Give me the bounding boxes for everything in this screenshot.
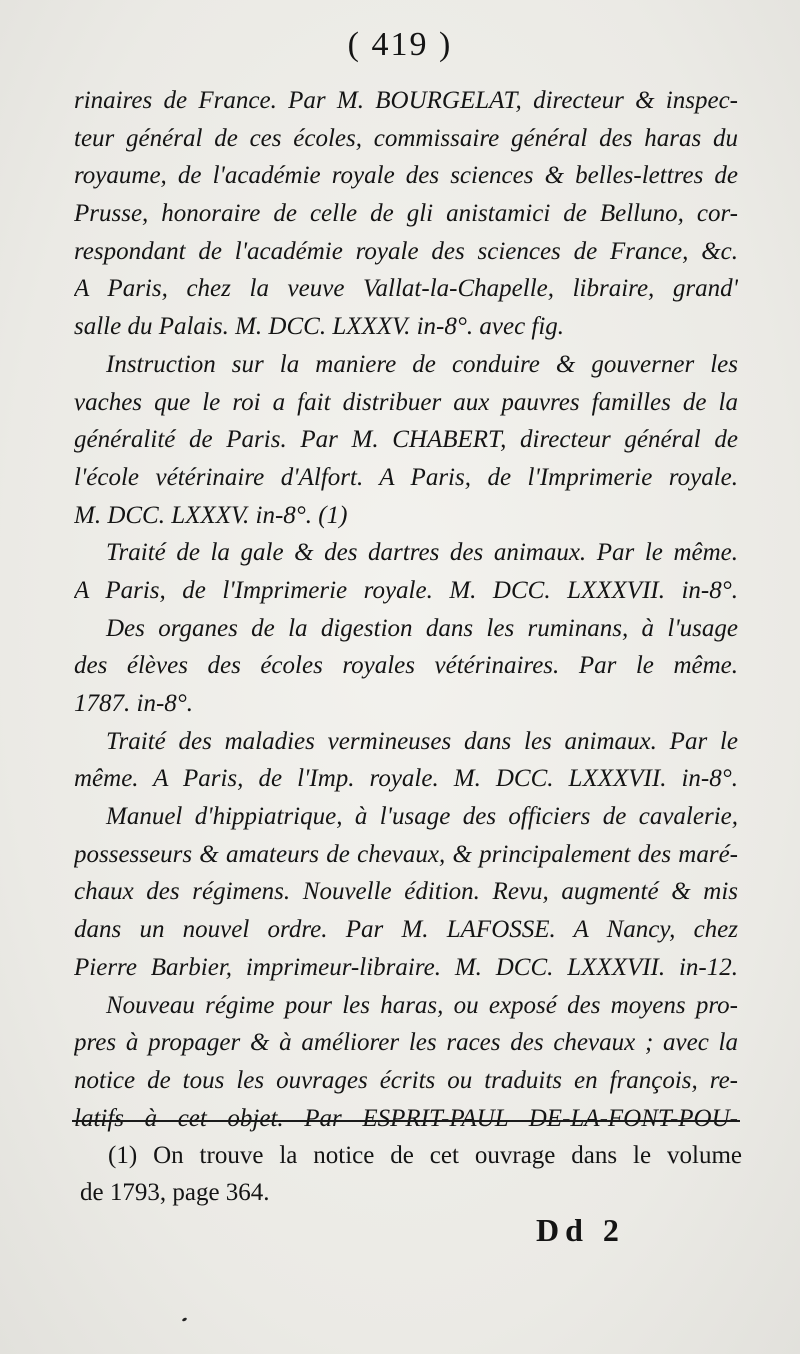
text-line: généralité de Paris. Par M. CHABERT, directeur général de bbox=[74, 426, 738, 454]
text-line: des élèves des écoles royales vétérinaires. Par le même. bbox=[74, 652, 738, 680]
text-line: M. DCC. LXXXV. in-8°. (1) bbox=[74, 501, 348, 529]
text-line: A Paris, chez la veuve Vallat-la-Chapelle, libraire, grand' bbox=[74, 275, 738, 303]
text-line: A Paris, de l'Imprimerie royale. M. DCC. LXXXVII. in-8°. bbox=[74, 576, 738, 604]
ink-speck bbox=[182, 1317, 188, 1322]
text-line: pres à propager & à améliorer les races des chevaux ; avec la bbox=[74, 1029, 738, 1057]
footnote bbox=[80, 1137, 742, 1211]
text-line: respondant de l'académie royale des sciences de France, &c. bbox=[74, 237, 738, 265]
footnote-line: de 1793, page 364. bbox=[80, 1179, 270, 1206]
footnote-line: (1) On trouve la notice de cet ouvrage dans le volume bbox=[108, 1142, 742, 1169]
text-line: teur général de ces écoles, commissaire général des haras du bbox=[74, 124, 738, 152]
footnote-rule bbox=[72, 1120, 740, 1122]
text-line: Pierre Barbier, imprimeur-libraire. M. DCC. LXXXVII. in-12. bbox=[74, 953, 738, 981]
text-line: salle du Palais. M. DCC. LXXXV. in-8°. avec fig. bbox=[74, 313, 565, 341]
text-line: vaches que le roi a fait distribuer aux pauvres familles de la bbox=[74, 388, 738, 416]
text-line: royaume, de l'académie royale des sciences & belles-lettres de bbox=[74, 162, 738, 190]
text-line: chaux des régimens. Nouvelle édition. Revu, augmenté & mis bbox=[74, 878, 738, 906]
signature-mark: Dd 2 bbox=[536, 1212, 625, 1248]
text-line: même. A Paris, de l'Imp. royale. M. DCC. LXXXVII. in-8°. bbox=[74, 765, 738, 793]
text-line: notice de tous les ouvrages écrits ou traduits en françois, re- bbox=[74, 1066, 738, 1094]
text-line: possesseurs & amateurs de chevaux, & principalement des maré- bbox=[74, 840, 738, 868]
text-line: 1787. in-8°. bbox=[74, 690, 194, 717]
bibliography-body bbox=[74, 82, 738, 1137]
text-line: dans un nouvel ordre. Par M. LAFOSSE. A Nancy, chez bbox=[74, 916, 738, 944]
text-line: latifs à cet objet. Par ESPRIT-PAUL DE-LA-FONT-POU- bbox=[74, 1104, 738, 1132]
text-line: Nouveau régime pour les haras, ou exposé des moyens pro- bbox=[106, 991, 738, 1019]
text-line: Prusse, honoraire de celle de gli anistamici de Belluno, cor- bbox=[74, 200, 738, 228]
page-number: ( 419 ) bbox=[347, 26, 453, 63]
text-line: Instruction sur la maniere de conduire & gouverner les bbox=[106, 350, 738, 378]
text-line: rinaires de France. Par M. BOURGELAT, directeur & inspec- bbox=[74, 87, 738, 114]
text-line: Manuel d'hippiatrique, à l'usage des officiers de cavalerie, bbox=[106, 803, 738, 831]
text-line: Traité des maladies vermineuses dans les animaux. Par le bbox=[106, 727, 738, 755]
text-line: Des organes de la digestion dans les ruminans, à l'usage bbox=[106, 614, 738, 642]
text-line: l'école vétérinaire d'Alfort. A Paris, de l'Imprimerie royale. bbox=[74, 463, 738, 491]
text-line: Traité de la gale & des dartres des animaux. Par le même. bbox=[106, 539, 738, 567]
